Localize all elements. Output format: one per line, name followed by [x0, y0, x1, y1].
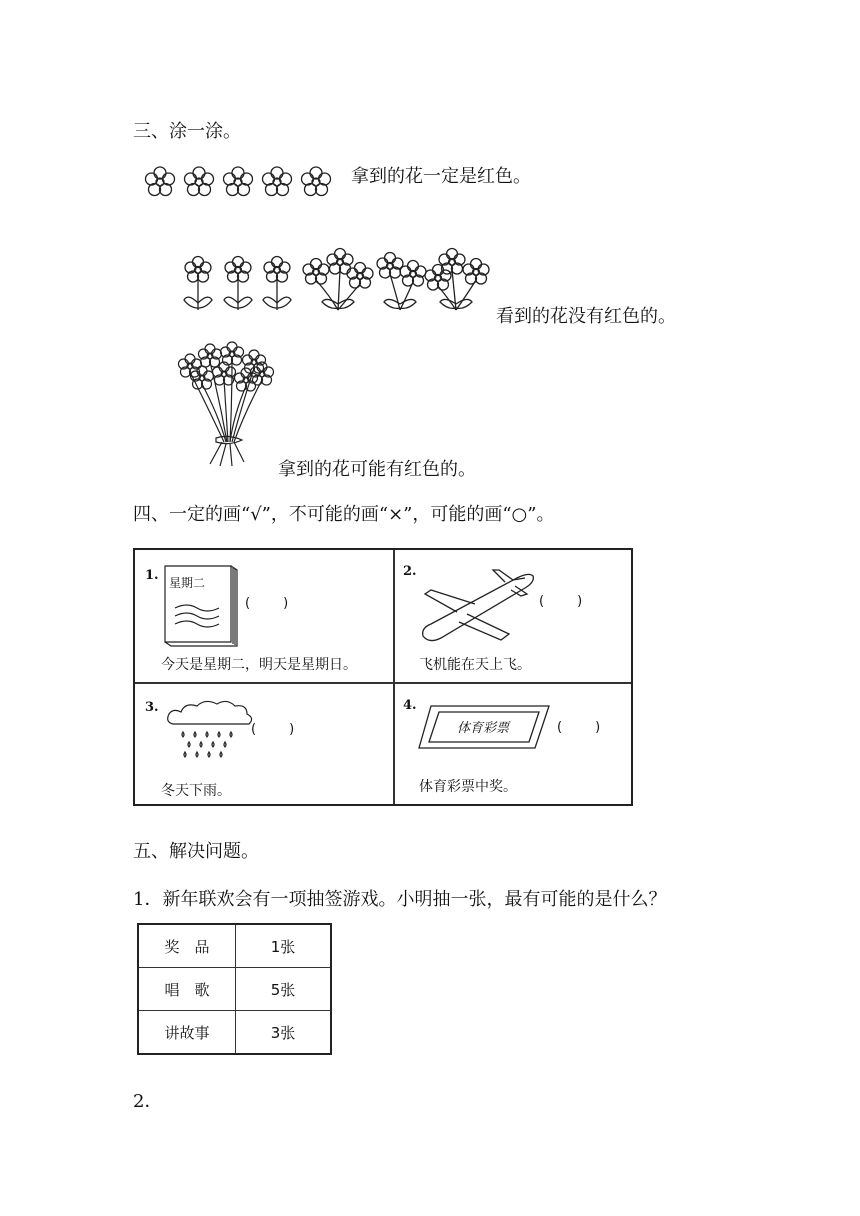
table-cell: 5张: [236, 968, 332, 1011]
item-3-caption: 冬天下雨。: [161, 783, 231, 799]
flowers-line-3: 拿到的花可能有红色的。: [278, 459, 476, 480]
item-3-number: 3.: [145, 700, 159, 715]
table-row: [138, 1011, 331, 1055]
flower-garden-icon: [180, 248, 495, 318]
item-2-answer-blank[interactable]: ( ): [539, 594, 583, 609]
table-cell: 唱 歌: [138, 968, 236, 1011]
item-2-number: 2.: [403, 564, 417, 579]
five-flowers-icon: [140, 165, 340, 199]
table-cell: 奖 品: [138, 924, 236, 968]
flowers-line-1: 拿到的花一定是红色。: [351, 166, 531, 187]
rain-cloud-icon: [163, 698, 259, 768]
item-4-caption: 体育彩票中奖。: [419, 779, 517, 795]
section4-title: 四、一定的画“√”，不可能的画“×”，可能的画“○”。: [133, 504, 555, 525]
lottery-prize-table: [137, 923, 332, 1055]
grid-horizontal-divider: [135, 682, 631, 684]
item-2-caption: 飞机能在天上飞。: [419, 657, 531, 673]
section5-title: 五、解决问题。: [133, 841, 259, 862]
table-cell: 1张: [236, 924, 332, 968]
item-4-number: 4.: [403, 698, 417, 713]
section3-title: 三、涂一涂。: [133, 121, 241, 142]
item-4-answer-blank[interactable]: ( ): [557, 720, 601, 735]
judgement-grid: [133, 548, 633, 806]
table-cell: 3张: [236, 1011, 332, 1055]
flowers-line-2: 看到的花没有红色的。: [496, 306, 676, 327]
table-row: [138, 924, 331, 968]
calendar-text: 星期二: [169, 576, 206, 590]
grid-vertical-divider: [393, 550, 395, 804]
question-1: 1．新年联欢会有一项抽签游戏。小明抽一张，最有可能的是什么？: [133, 889, 667, 910]
item-1-caption: 今天是星期二，明天是星期日。: [161, 657, 357, 673]
question-2: 2．: [133, 1091, 163, 1112]
table-cell: 讲故事: [138, 1011, 236, 1055]
table-row: [138, 968, 331, 1011]
airplane-icon: [417, 568, 537, 646]
item-3-answer-blank[interactable]: ( ): [251, 722, 295, 737]
lottery-ticket-text: 体育彩票: [457, 721, 510, 736]
item-1-answer-blank[interactable]: ( ): [245, 596, 289, 611]
item-1-number: 1.: [145, 568, 159, 583]
bouquet-icon: [170, 342, 280, 470]
